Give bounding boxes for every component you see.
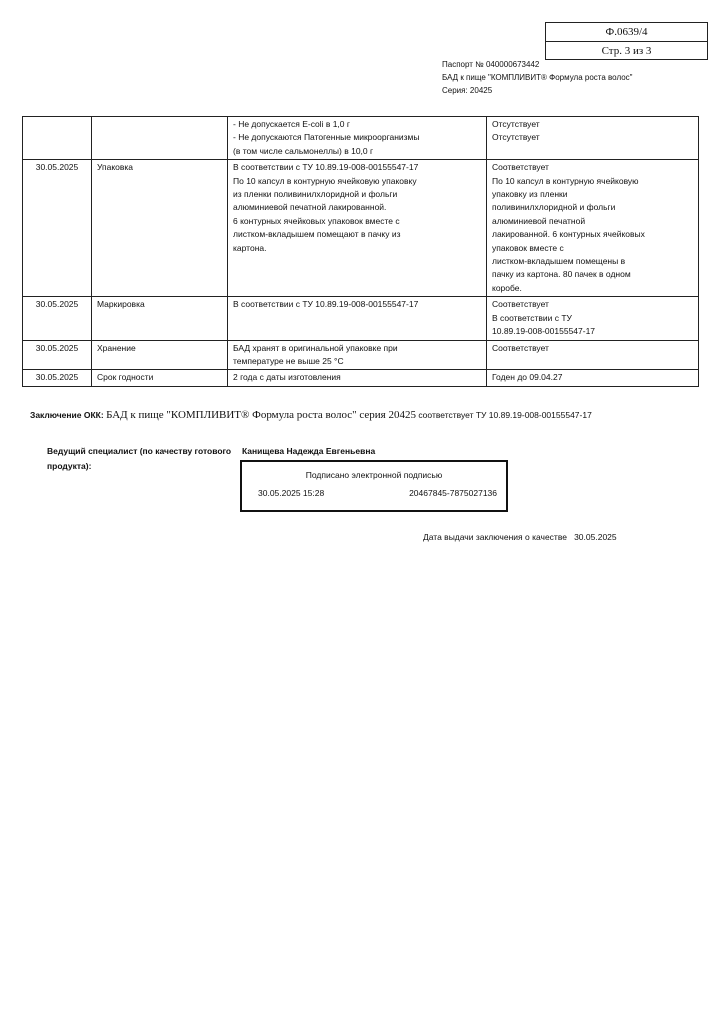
conclusion-label: Заключение ОКК: xyxy=(30,410,104,420)
row-requirement-line: листком-вкладышем помещают в пачку из xyxy=(233,229,401,240)
row-requirement xyxy=(228,297,487,340)
row-requirement-line: - Не допускается E-coli в 1,0 г xyxy=(233,119,350,129)
row-result xyxy=(487,117,699,160)
form-code-box xyxy=(545,22,708,60)
issue-date-value: 30.05.2025 xyxy=(574,532,617,542)
row-result-line: лакированной. 6 контурных ячейковых xyxy=(492,229,645,240)
signature-code: 20467845-7875027136 xyxy=(409,488,497,498)
table-row xyxy=(23,340,699,370)
conclusion xyxy=(30,409,592,421)
page-number: Стр. 3 из 3 xyxy=(546,41,707,60)
row-result xyxy=(487,297,699,340)
passport-header xyxy=(442,58,633,97)
row-result-line: Соответствует xyxy=(492,342,549,353)
row-result-line: упаковку из пленки xyxy=(492,189,568,200)
signature-title: Подписано электронной подписью xyxy=(305,470,443,480)
row-requirement-line: 6 контурных ячейковых упаковок вместе с xyxy=(233,215,400,226)
row-date: 30.05.2025 xyxy=(23,340,92,370)
row-result-line: Отсутствует xyxy=(492,132,540,143)
signature-datetime: 30.05.2025 15:28 xyxy=(258,488,325,498)
row-date xyxy=(23,117,92,160)
row-requirement-line: температуре не выше 25 °С xyxy=(233,355,344,366)
row-result-line: алюминиевой печатной xyxy=(492,215,586,226)
row-parameter: Хранение xyxy=(92,340,228,370)
row-result-line: В соответствии с ТУ xyxy=(492,312,572,323)
row-date: 30.05.2025 xyxy=(23,297,92,340)
row-requirement xyxy=(228,160,487,297)
passport-product: БАД к пище "КОМПЛИВИТ® Формула роста волос" xyxy=(442,73,633,82)
table-row xyxy=(23,370,699,386)
row-result xyxy=(487,340,699,370)
row-result-line: Соответствует xyxy=(492,299,549,310)
passport-number: Паспорт № 040000673442 xyxy=(442,60,540,69)
row-requirement-line: БАД хранят в оригинальной упаковке при xyxy=(233,342,398,353)
row-result-line: По 10 капсул в контурную ячейковую xyxy=(492,175,639,186)
row-date: 30.05.2025 xyxy=(23,370,92,386)
row-result-line: коробе. xyxy=(492,282,522,293)
row-result-line: 10.89.19-008-00155547-17 xyxy=(492,326,596,337)
specialist-name: Канищева Надежда Евгеньевна xyxy=(242,446,376,456)
issue-date-label: Дата выдачи заключения о качестве xyxy=(423,532,567,542)
row-parameter: Упаковка xyxy=(92,160,228,297)
conclusion-result: соответствует ТУ 10.89.19-008-00155547-17 xyxy=(418,410,592,420)
row-requirement xyxy=(228,340,487,370)
row-result xyxy=(487,160,699,297)
row-parameter xyxy=(92,117,228,160)
row-requirement-line: из пленки поливинилхлоридной и фольги xyxy=(233,189,398,200)
row-requirement-line: В соответствии с ТУ 10.89.19-008-00155547-17 xyxy=(233,162,419,173)
row-requirement-line: картона. xyxy=(233,242,267,253)
specialist-role: Ведущий специалист (по качеству готового продукта): xyxy=(47,446,232,471)
passport-series: Серия: 20425 xyxy=(442,86,493,95)
row-result-line: Отсутствует xyxy=(492,119,540,129)
test-results-table xyxy=(22,116,699,387)
row-requirement-line: 2 года с даты изготовления xyxy=(233,372,341,383)
row-result-line: Годен до 09.04.27 xyxy=(492,372,563,383)
row-requirement-line: (в том числе сальмонеллы) в 10,0 г xyxy=(233,145,374,156)
table-row xyxy=(23,160,699,297)
row-requirement xyxy=(228,117,487,160)
row-result-line: Соответствует xyxy=(492,162,549,173)
row-requirement-line: алюминиевой печатной лакированной. xyxy=(233,202,387,213)
issue-date xyxy=(423,532,617,542)
row-requirement-line: По 10 капсул в контурную ячейковую упаковку xyxy=(233,175,417,186)
row-result-line: поливинилхлоридной и фольги xyxy=(492,202,616,213)
conclusion-product: БАД к пище "КОМПЛИВИТ® Формула роста волос" серия 20425 xyxy=(106,409,416,421)
row-result xyxy=(487,370,699,386)
row-result-line: упаковок вместе с xyxy=(492,242,564,253)
row-requirement xyxy=(228,370,487,386)
row-requirement-line: В соответствии с ТУ 10.89.19-008-00155547-17 xyxy=(233,299,419,310)
row-result-line: пачку из картона. 80 пачек в одном xyxy=(492,269,631,280)
row-parameter: Срок годности xyxy=(92,370,228,386)
table-row xyxy=(23,117,699,160)
row-result-line: листком-вкладышем помещены в xyxy=(492,256,626,267)
row-date: 30.05.2025 xyxy=(23,160,92,297)
table-row xyxy=(23,297,699,340)
row-parameter: Маркировка xyxy=(92,297,228,340)
row-requirement-line: - Не допускаются Патогенные микроорганизмы xyxy=(233,132,420,143)
form-code: Ф.0639/4 xyxy=(605,26,648,38)
electronic-signature-stamp xyxy=(240,460,508,512)
